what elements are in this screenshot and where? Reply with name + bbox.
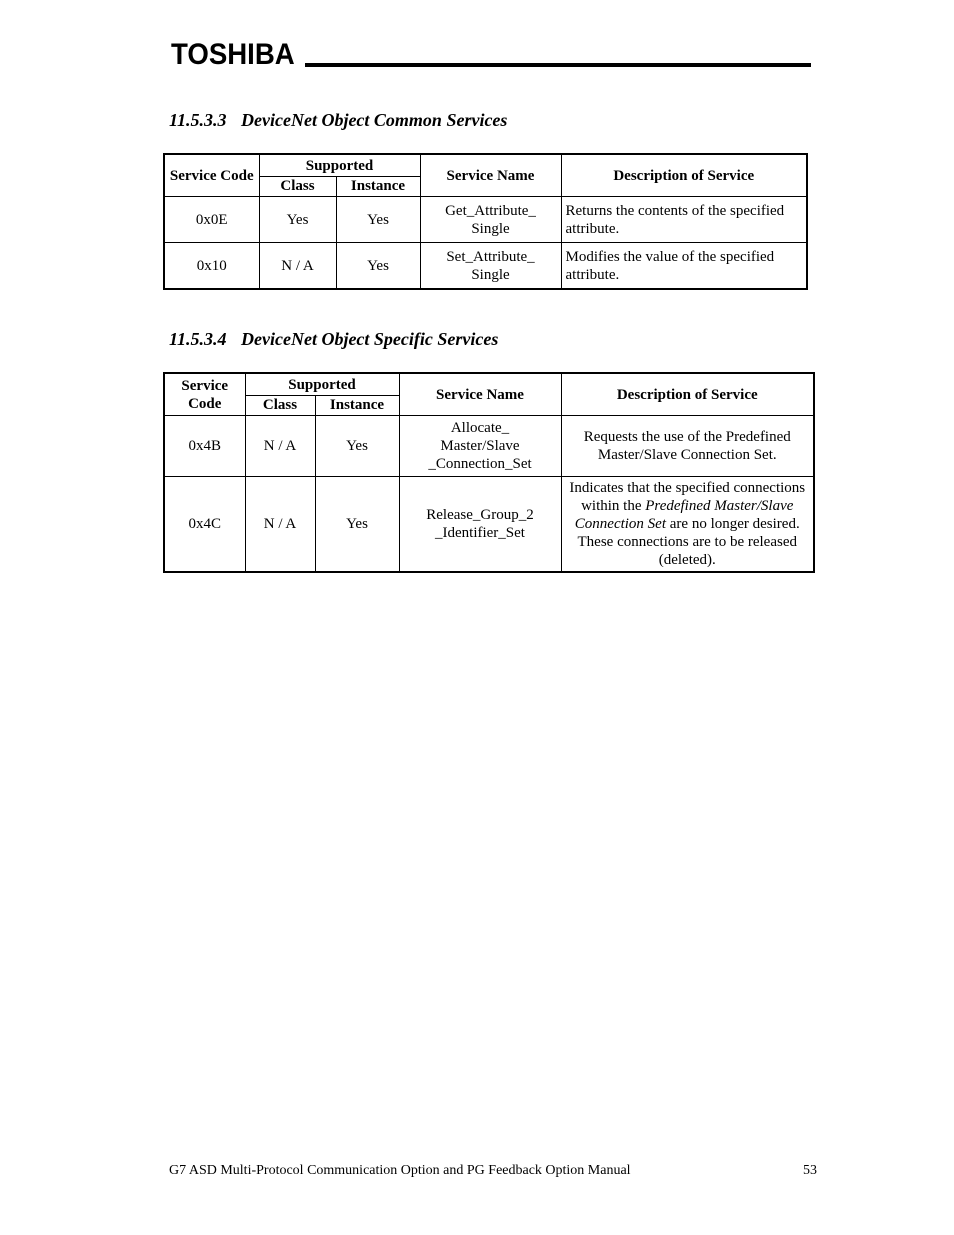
toshiba-logo: TOSHIBA [171, 38, 295, 71]
col-header-service-name: Service Name [399, 373, 561, 416]
col-header-service-name: Service Name [420, 154, 561, 197]
col-header-supported: Supported [245, 373, 399, 395]
col-header-instance: Instance [336, 176, 420, 196]
section-title: DeviceNet Object Common Services [241, 110, 508, 130]
service-name-line: Single [471, 220, 510, 237]
class-cell: N / A [245, 477, 315, 573]
page-number: 53 [803, 1163, 817, 1178]
service-code-cell: 0x4B [164, 416, 245, 477]
table-header-row [164, 373, 814, 395]
table-row [164, 477, 814, 573]
col-header-description: Description of Service [561, 154, 807, 197]
class-cell: N / A [245, 416, 315, 477]
service-name-line: Single [471, 266, 510, 283]
table-row [164, 197, 807, 243]
service-code-cell: 0x4C [164, 477, 245, 573]
description-cell: Returns the contents of the specified attribute. [561, 197, 807, 243]
service-code-cell: 0x0E [164, 197, 259, 243]
instance-cell: Yes [336, 197, 420, 243]
col-header-service-code: Service Code [164, 373, 245, 416]
service-name-line: Master/Slave [440, 438, 520, 454]
header-rule [305, 63, 811, 67]
service-name-cell [399, 477, 561, 573]
class-cell: N / A [259, 243, 336, 290]
service-name-line: _Connection_Set [428, 456, 532, 472]
table-row [164, 416, 814, 477]
description-text: Indicates that the specified connections within the [569, 480, 806, 514]
col-header-service-code: Service Code [164, 154, 259, 197]
footer-manual-title: G7 ASD Multi-Protocol Communication Option and PG Feedback Option Manual [169, 1163, 631, 1178]
instance-cell: Yes [336, 243, 420, 290]
col-header-supported: Supported [259, 154, 420, 176]
service-name-line: Get_Attribute_ [445, 202, 536, 219]
description-cell: Modifies the value of the specified attribute. [561, 243, 807, 290]
service-code-cell: 0x10 [164, 243, 259, 290]
service-name-cell [399, 416, 561, 477]
class-cell: Yes [259, 197, 336, 243]
service-name-cell [420, 243, 561, 290]
service-name-line: Release_Group_2 [426, 507, 534, 523]
description-text: are no longer desired. These connections are to be released (deleted). [577, 516, 800, 568]
specific-services-table [163, 372, 815, 573]
service-name-line: _Identifier_Set [435, 525, 525, 541]
description-italic-text: Predefined Master/Slave Connection Set [574, 498, 794, 532]
col-header-class: Class [245, 395, 315, 415]
service-name-cell [420, 197, 561, 243]
instance-cell: Yes [315, 416, 399, 477]
service-name-line: Allocate_ [450, 420, 510, 436]
col-header-description: Description of Service [561, 373, 814, 416]
description-cell: Requests the use of the Predefined Master/Slave Connection Set. [561, 416, 814, 477]
col-header-class: Class [259, 176, 336, 196]
section-number: 11.5.3.3 [169, 110, 227, 130]
description-cell [561, 477, 814, 573]
table-header-row [164, 154, 807, 176]
instance-cell: Yes [315, 477, 399, 573]
col-header-instance: Instance [315, 395, 399, 415]
section-heading-common-services [169, 109, 507, 131]
table-row [164, 243, 807, 290]
section-heading-specific-services [169, 328, 498, 350]
section-title: DeviceNet Object Specific Services [241, 329, 499, 349]
section-number: 11.5.3.4 [169, 329, 227, 349]
common-services-table [163, 153, 808, 290]
service-name-line: Set_Attribute_ [446, 248, 535, 265]
